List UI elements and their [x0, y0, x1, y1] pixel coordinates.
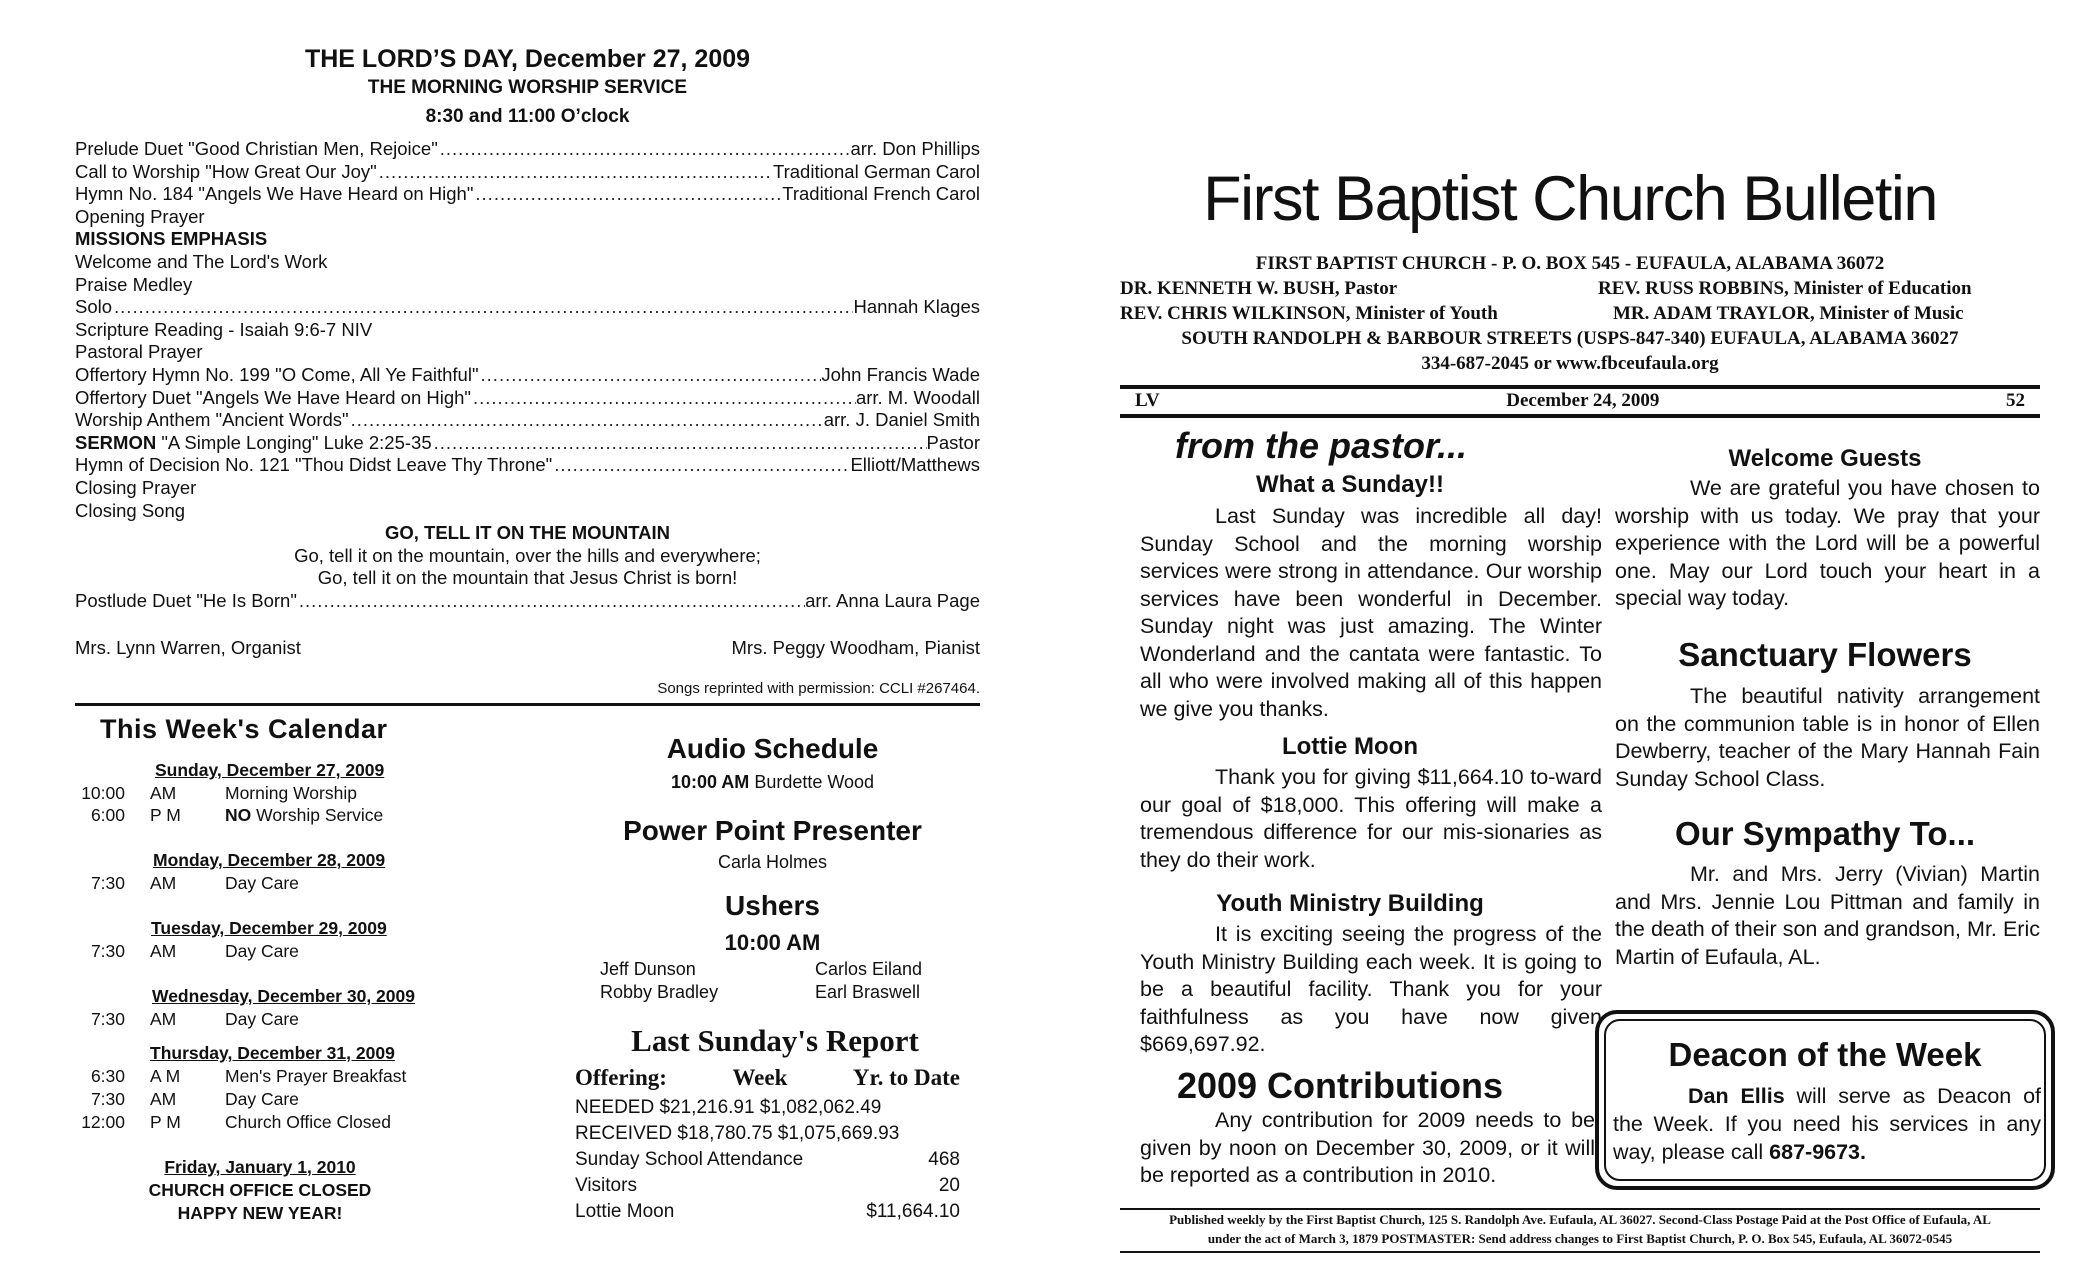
dateline — [1135, 390, 2025, 412]
calendar-day: Monday, December 28, 2009 — [153, 850, 386, 870]
order-item: Offertory Duet "Angels We Have Heard on High" ..... arr. M. Woodall — [75, 387, 980, 410]
calendar-note: HAPPY NEW YEAR! — [177, 1203, 343, 1223]
calendar-event: 6:00 P M NO Worship Service — [90, 805, 384, 825]
footer-line: under the act of March 3, 1879 POSTMASTER: Send address changes to First Baptist Church, P. O. Box 545, Eufaula, AL 36072-0545 — [1207, 1231, 1953, 1246]
church-streets: SOUTH RANDOLPH & BARBOUR STREETS (USPS-847-340) EUFAULA, ALABAMA 36027 — [1181, 328, 1959, 349]
order-item: Hymn No. 184 "Angels We Have Heard on High" ..... Traditional French Carol — [75, 183, 980, 206]
report-row: Visitors 20 — [575, 1175, 960, 1196]
order-item: Offertory Hymn No. 199 "O Come, All Ye Faithful" ..... John Francis Wade — [75, 364, 980, 387]
youth-building-title: Youth Ministry Building — [1216, 890, 1484, 917]
staff-pastor: DR. KENNETH W. BUSH, Pastor — [1120, 278, 1398, 299]
report-header: Offering: Week Yr. to Date — [575, 1065, 960, 1090]
calendar-day: Thursday, December 31, 2009 — [150, 1043, 395, 1063]
divider — [75, 703, 980, 706]
deacon-title: Deacon of the Week — [1668, 1036, 1982, 1073]
divider — [1120, 1251, 2040, 1253]
deacon-text: Dan Ellis will serve as Deacon of the Week. If you need his services in any way, please call 687-9673. — [1613, 1084, 2041, 1164]
report-row: NEEDED $21,216.91 $1,082,062.49 — [575, 1097, 882, 1118]
ushers-list — [590, 958, 970, 1004]
welcome-title: Welcome Guests — [1728, 445, 1922, 472]
contributions-title: 2009 Contributions — [1176, 1065, 1504, 1106]
musicians — [75, 637, 980, 659]
calendar-event: 7:30 AM Day Care — [90, 941, 299, 961]
sympathy-text: Mr. and Mrs. Jerry (Vivian) Martin and Mrs. Jennie Lou Pittman and family in the death of their son and grandson, Mr. Eric Martin of Eufaula, AL. — [1615, 862, 2040, 969]
order-item: Call to Worship "How Great Our Joy" ..... Traditional German Carol — [75, 161, 980, 184]
organist: Mrs. Lynn Warren, Organist — [75, 637, 301, 658]
calendar-day: Wednesday, December 30, 2009 — [152, 986, 415, 1006]
staff-youth: REV. CHRIS WILKINSON, Minister of Youth — [1120, 303, 1498, 324]
calendar-day: Friday, January 1, 2010 — [164, 1157, 356, 1177]
lottie-moon-title: Lottie Moon — [1282, 733, 1418, 760]
church-address: FIRST BAPTIST CHURCH - P. O. BOX 545 - EUFAULA, ALABAMA 36072 — [1255, 253, 1885, 274]
divider — [1120, 414, 2040, 418]
order-item-postlude: Postlude Duet "He Is Born" ..... arr. Anna Laura Page — [75, 590, 980, 613]
calendar-event: 7:30 AM Day Care — [90, 873, 299, 893]
volume: LV — [1135, 390, 1160, 411]
order-of-service — [75, 138, 980, 612]
ushers-title: Ushers — [725, 890, 820, 921]
calendar-event: 7:30 AM Day Care — [90, 1089, 299, 1109]
report-row: Sunday School Attendance 468 — [575, 1149, 960, 1170]
service-times: 8:30 and 11:00 O’clock — [425, 106, 630, 127]
report-row: RECEIVED $18,780.75 $1,075,669.93 — [575, 1123, 900, 1144]
flowers-title: Sanctuary Flowers — [1678, 636, 1972, 673]
order-item: Worship Anthem "Ancient Words" ..... arr. J. Daniel Smith — [75, 409, 980, 432]
order-item: Pastoral Prayer — [75, 341, 203, 363]
order-item-sermon: SERMON "A Simple Longing" Luke 2:25-35 ..... Pastor — [75, 432, 980, 455]
usher-name: Carlos Eiland — [815, 959, 923, 979]
powerpoint-name: Carla Holmes — [717, 852, 828, 872]
order-item: Praise Medley — [75, 273, 193, 295]
report-row: Lottie Moon $11,664.10 — [575, 1201, 960, 1222]
calendar-event: 12:00 P M Church Office Closed — [81, 1112, 392, 1132]
usher-name: Earl Braswell — [815, 982, 921, 1002]
audio-assignment: 10:00 AM Burdette Wood — [670, 772, 875, 792]
staff-music: MR. ADAM TRAYLOR, Minister of Music — [1613, 303, 1964, 324]
calendar-event: 7:30 AM Day Care — [90, 1009, 299, 1029]
report-title: Last Sunday's Report — [631, 1023, 919, 1058]
lottie-moon-text: Thank you for giving $11,664.10 to-ward our goal of $18,000. This offering will make a tremendous difference for our mis-sionaries as they do their work. — [1140, 765, 1602, 872]
welcome-text: We are grateful you have chosen to worship with us today. We pray that your experience with the Lord will be a powerful one. May our Lord touch your heart in a special way today. — [1615, 476, 2040, 610]
youth-building-text: It is exciting seeing the progress of the Youth Ministry Building each week. It is going to be a beautiful facility. Thank you for your faithfulness as you have now given $669,697.92. — [1140, 922, 1602, 1056]
order-item: MISSIONS EMPHASIS — [75, 228, 268, 250]
calendar-event: 10:00 AM Morning Worship — [81, 783, 357, 803]
usher-name: Robby Bradley — [600, 982, 719, 1002]
contributions-text: Any contribution for 2009 needs to be given by noon on December 30, 2009, or it will be reported as a contribution in 2010. — [1140, 1108, 1595, 1187]
permission-note: Songs reprinted with permission: CCLI #267464. — [657, 680, 980, 697]
order-item: Hymn of Decision No. 121 "Thou Didst Leave Thy Throne" ..... Elliott/Matthews — [75, 454, 980, 477]
ushers-time: 10:00 AM — [724, 930, 821, 955]
order-item: Solo ..... Hannah Klages — [75, 296, 980, 319]
sympathy-title: Our Sympathy To... — [1674, 815, 1976, 852]
church-contact: 334-687-2045 or www.fbceufaula.org — [1421, 353, 1719, 374]
service-subtitle: THE MORNING WORSHIP SERVICE — [367, 77, 688, 98]
usher-name: Jeff Dunson — [600, 959, 696, 979]
deacon-box — [1595, 1010, 2055, 1190]
what-a-sunday-title: What a Sunday!! — [1255, 471, 1444, 498]
divider — [1120, 1208, 2040, 1210]
calendar-title: This Week's Calendar — [100, 714, 388, 744]
order-item: Opening Prayer — [75, 205, 205, 227]
order-item: Closing Prayer — [75, 476, 197, 498]
report-table — [575, 1065, 960, 1225]
pianist: Mrs. Peggy Woodham, Pianist — [731, 637, 980, 658]
calendar-day: Sunday, December 27, 2009 — [155, 760, 385, 780]
issue-number: 52 — [2006, 390, 2025, 411]
service-title: THE LORD’S DAY, December 27, 2009 — [304, 45, 751, 73]
closing-song-line: Go, tell it on the mountain, over the hills and everywhere; — [294, 544, 761, 566]
pastor-heading: from the pastor... — [1175, 425, 1468, 466]
issue-date: December 24, 2009 — [1506, 390, 1660, 411]
closing-song-line: Go, tell it on the mountain that Jesus Christ is born! — [317, 567, 738, 589]
order-item: Prelude Duet "Good Christian Men, Rejoice" ..... arr. Don Phillips — [75, 138, 980, 161]
right-page — [1040, 0, 2100, 1275]
audio-title: Audio Schedule — [666, 733, 879, 764]
order-item: Welcome and The Lord's Work — [75, 250, 328, 272]
closing-song-title: GO, TELL IT ON THE MOUNTAIN — [384, 522, 671, 544]
divider — [1120, 385, 2040, 389]
calendar-note: CHURCH OFFICE CLOSED — [148, 1180, 372, 1200]
calendar-day: Tuesday, December 29, 2009 — [151, 918, 387, 938]
order-item: Closing Song — [75, 499, 186, 521]
order-item: Scripture Reading - Isaiah 9:6-7 NIV — [75, 318, 373, 340]
left-page — [0, 0, 1040, 1275]
bulletin-title: First Baptist Church Bulletin — [1203, 164, 1937, 234]
what-a-sunday-text: Last Sunday was incredible all day! Sunday School and the morning worship services were strong in attendance. Our worship services have been wonderful in December. Sunday night was just amazing. The Winter Wonderland and the cantata were fantastic. To all who were involved making all of this happen we give you thanks. — [1140, 504, 1602, 721]
footer-line: Published weekly by the First Baptist Church, 125 S. Randolph Ave. Eufaula, AL 36027. Second-Class Postage Paid at the Post Office of Eufaula, AL — [1169, 1212, 1991, 1227]
powerpoint-title: Power Point Presenter — [623, 815, 922, 846]
calendar-event: 6:30 A M Men's Prayer Breakfast — [90, 1066, 407, 1086]
flowers-text: The beautiful nativity arrangement on the communion table is in honor of Ellen Dewberry, teacher of the Mary Hannah Fain Sunday School Class. — [1615, 684, 2040, 791]
staff-education: REV. RUSS ROBBINS, Minister of Education — [1598, 278, 1972, 299]
